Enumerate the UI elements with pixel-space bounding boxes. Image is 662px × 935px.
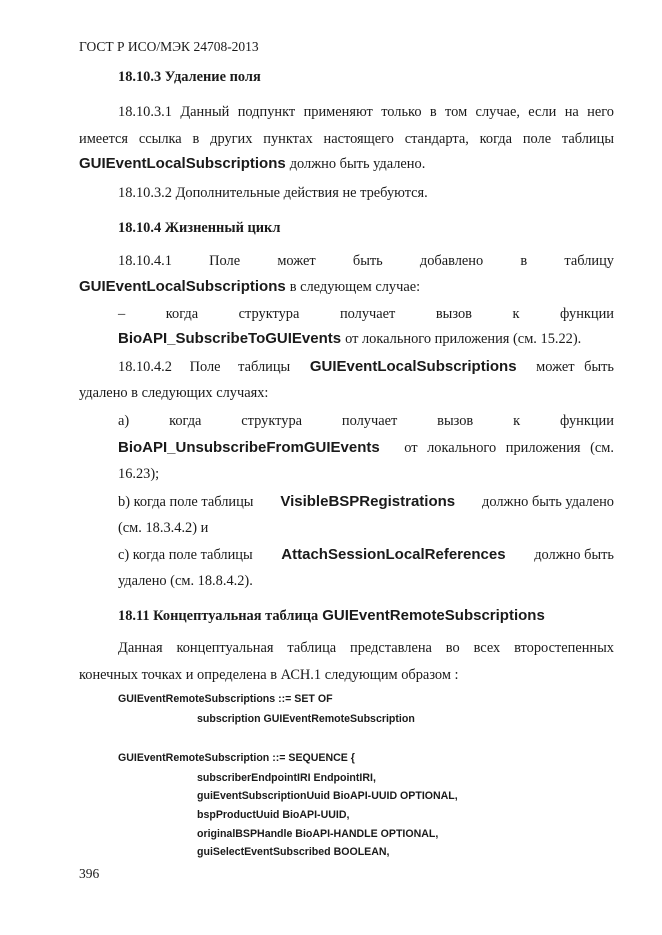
paragraph-text: c) когда поле таблицы <box>118 547 253 563</box>
paragraph-text: может быть <box>536 359 614 375</box>
list-item-line <box>118 330 581 348</box>
paragraph-text: имеется ссылка в других пунктах настоящего стандарта, когда поле таблицы <box>79 131 614 147</box>
paragraph-text: должно быть удалено <box>482 494 614 510</box>
paragraph-line <box>118 104 614 121</box>
paragraph-line: удалено в следующих случаях: <box>79 385 269 401</box>
page-number: 396 <box>79 866 100 881</box>
section-heading: 18.10.4 Жизненный цикл <box>118 220 281 236</box>
paragraph-text: b) когда поле таблицы <box>118 494 254 510</box>
paragraph-text: от локального приложения (см. 15.22). <box>345 331 582 347</box>
table-name: GUIEventLocalSubscriptions <box>79 278 286 295</box>
paragraph-line: конечных точках и определена в АСН.1 следующим образом : <box>79 667 459 683</box>
word: быть <box>352 253 383 269</box>
word: вызов <box>435 306 472 322</box>
code-line: bspProductUuid BioAPI-UUID, <box>197 809 350 821</box>
word: a) <box>118 413 130 429</box>
word: получает <box>339 306 396 322</box>
word: функции <box>559 413 614 429</box>
paragraph-text: 18.10.4.2 Поле таблицы <box>118 359 291 375</box>
running-header: ГОСТ Р ИСО/МЭК 24708-2013 <box>79 39 259 54</box>
word: таблицу <box>564 253 614 269</box>
table-name: AttachSessionLocalReferences <box>281 546 506 563</box>
code-line: subscriberEndpointIRI EndpointIRI, <box>197 772 376 784</box>
function-name: BioAPI_SubscribeToGUIEvents <box>118 330 342 347</box>
word: Поле <box>209 253 241 269</box>
word: структура <box>238 306 300 322</box>
paragraph-line <box>118 253 614 270</box>
paragraph-text: должно быть удалено. <box>289 156 426 172</box>
code-line: guiEventSubscriptionUuid BioAPI-UUID OPTIONAL, <box>197 790 458 802</box>
word: в <box>520 253 528 269</box>
table-name: GUIEventLocalSubscriptions <box>79 155 286 172</box>
list-item-line: 16.23); <box>118 466 160 482</box>
code-line: GUIEventRemoteSubscriptions ::= SET OF <box>118 693 333 705</box>
paragraph-text: Данная концептуальная таблица представлена во всех второстепенных <box>118 640 614 656</box>
paragraph-text: от локального приложения (см. <box>404 440 614 456</box>
code-line: GUIEventRemoteSubscription ::= SEQUENCE { <box>118 752 355 764</box>
table-name: VisibleBSPRegistrations <box>280 493 456 510</box>
code-line: originalBSPHandle BioAPI-HANDLE OPTIONAL, <box>197 828 439 840</box>
section-heading: 18.10.3 Удаление поля <box>118 69 261 85</box>
word: добавлено <box>419 253 484 269</box>
table-name: GUIEventLocalSubscriptions <box>309 358 517 375</box>
list-item-line <box>118 306 614 323</box>
word: к <box>513 413 521 429</box>
list-item-line <box>118 439 614 457</box>
paragraph-line <box>79 155 425 173</box>
word: – <box>118 306 126 322</box>
paragraph-text: 18.10.3.1 Данный подпункт применяют только в том случае, если на него <box>118 104 614 120</box>
section-heading <box>118 607 545 625</box>
paragraph-line <box>118 640 614 657</box>
list-item-line <box>118 413 614 430</box>
table-name: GUIEventRemoteSubscriptions <box>322 607 545 624</box>
paragraph-line <box>118 358 614 376</box>
paragraph-line <box>79 278 420 296</box>
word: может <box>277 253 316 269</box>
paragraph-text: в следующем случае: <box>289 279 421 295</box>
list-item-line: удалено (см. 18.8.4.2). <box>118 573 253 589</box>
list-item-line <box>118 493 614 511</box>
word: вызов <box>437 413 474 429</box>
section-heading-text: 18.11 Концептуальная таблица <box>118 608 319 624</box>
word: получает <box>341 413 398 429</box>
code-line: guiSelectEventSubscribed BOOLEAN, <box>197 846 390 858</box>
function-name: BioAPI_UnsubscribeFromGUIEvents <box>118 439 380 456</box>
word: когда <box>169 413 202 429</box>
list-item-line: (см. 18.3.4.2) и <box>118 520 209 536</box>
paragraph-line <box>79 131 614 148</box>
paragraph-line: 18.10.3.2 Дополнительные действия не требуются. <box>118 185 428 201</box>
word: 18.10.4.1 <box>118 253 172 269</box>
word: к <box>512 306 520 322</box>
word: структура <box>241 413 303 429</box>
word: когда <box>165 306 199 322</box>
code-line: subscription GUIEventRemoteSubscription <box>197 713 415 725</box>
list-item-line <box>118 546 614 564</box>
word: функции <box>560 306 614 322</box>
paragraph-text: должно быть <box>534 547 614 563</box>
